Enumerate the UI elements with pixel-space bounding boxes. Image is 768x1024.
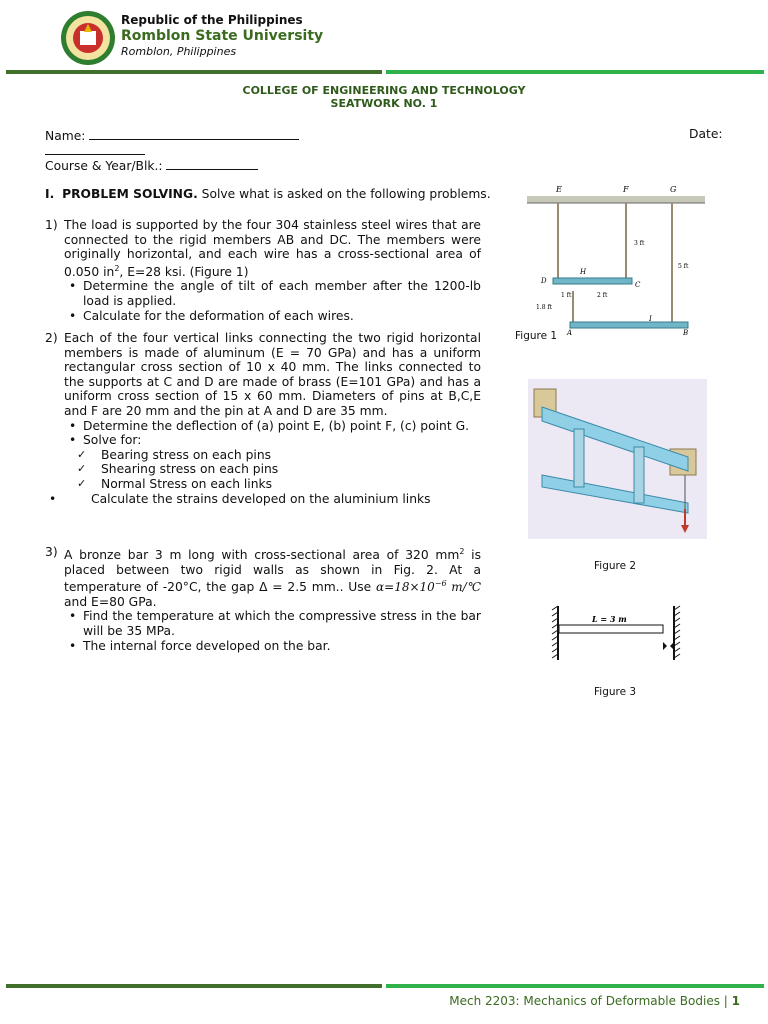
figure-1-caption: Figure 1 [515,330,558,342]
problem-3-number: 3) [45,545,58,559]
list-item: • Calculate for the deformation of each wires. [65,309,481,324]
section-number: I. [45,187,55,201]
problem-2-extra [45,492,481,507]
dim-3ft: 3 ft [634,240,645,247]
problem-2-number: 2) [45,331,58,345]
problem-3-text: A bronze bar 3 m long with cross-sectional area of 320 $mm^2$ is placed between two rigid walls as shown in Fig. 2. At a temperature of -20°C, the gap Δ = 2.5 mm.. Use $\alpha=18\times 10^{-6}$ m/℃ and E=80 GPa. [64,547,481,609]
dim-18ft: 1.8 ft [536,304,553,311]
figure-1 [525,183,707,343]
list-item: • Determine the angle of tilt of each member after the 1200-lb load is applied. [65,279,481,308]
list-item: • The internal force developed on the bar. [65,639,481,654]
footer-course: Mech 2203: Mechanics of Deformable Bodies [449,994,720,1008]
page-footer [449,994,740,1008]
header-divider-green [386,70,764,74]
alpha-formula: $\alpha=18\times 10^{-6}$ m/℃ [376,579,481,595]
footer-divider-green [386,984,764,988]
header-republic: Republic of the Philippines [121,13,303,27]
fig3-length-label: L = 3 m [592,614,627,624]
label-h: H [580,268,587,276]
section-heading [45,187,515,202]
course-blank[interactable] [166,157,258,170]
problem-1-bullets [65,279,481,323]
date-label: Date: [689,127,723,141]
section-instruction: Solve what is asked on the following problems. [197,187,491,201]
course-line [45,154,145,155]
dim-5ft: 5 ft [678,263,689,270]
problem-1 [45,218,481,323]
section-title: PROBLEM SOLVING. [62,187,198,201]
label-a: A [567,329,573,337]
list-item: • Calculate the strains developed on the aluminium links [45,492,481,507]
check-item: ✓ Bearing stress on each pins [65,448,481,463]
footer-divider-dark [6,984,382,988]
name-blank[interactable] [89,127,299,140]
course-field [45,157,258,174]
problem-2-bullets [65,419,481,448]
label-b: B [683,329,689,337]
problem-3 [45,545,481,653]
name-label: Name: [45,129,86,143]
header-divider-dark [6,70,382,74]
figure-3-caption: Figure 3 [594,686,637,698]
seatwork-title: SEATWORK NO. 1 [330,97,438,110]
course-label: Course & Year/Blk.: [45,159,163,173]
problem-3-bullets [65,609,481,653]
problem-2-checks [65,448,481,492]
check-item: ✓ Normal Stress on each links [65,477,481,492]
check-item: ✓ Shearing stress on each pins [65,462,481,477]
problem-2-text: Each of the four vertical links connecting the two rigid horizontal members is made of aluminum (E = 70 GPa) and has a uniform rectangular cross section of 10 x 40 mm. The links connected to the supports at C and D are made of brass (E=101 GPa) and has a uniform cross section of 15 x 60 mm. Diameters of pins at B,C,E and F are 20 mm and the pin at A and D are 35 mm. [64,331,481,418]
footer-separator: | [719,994,732,1008]
label-f: F [623,185,629,194]
dim-2ft: 2 ft [597,292,608,299]
figure-2 [528,379,707,539]
name-field [45,127,299,144]
label-g: G [670,185,677,194]
problem-1-text: The load is supported by the four 304 stainless steel wires that are connected to the rigid members AB and DC. The members were originally horizontal, and each wire has a cross-sectional area of 0.050 $in^2$, E=28 ksi. (Figure 1) [64,218,481,279]
list-item: • Determine the deflection of (a) point E, (b) point F, (c) point G. [65,419,481,434]
header-university: Romblon State University [121,28,324,44]
university-seal [60,10,116,66]
figure-2-caption: Figure 2 [594,560,637,572]
header-location: Romblon, Philippines [121,45,237,58]
page-number: 1 [731,994,740,1008]
figure-3 [550,602,685,664]
dim-1ft: 1 ft [561,292,572,299]
list-item: • Find the temperature at which the compressive stress in the bar will be 35 MPa. [65,609,481,638]
label-d: D [541,277,547,285]
college-title: COLLEGE OF ENGINEERING AND TECHNOLOGY [242,84,526,97]
problem-2 [45,331,481,506]
label-i: I [649,315,652,323]
list-item: • Solve for: [65,433,481,448]
label-c: C [635,281,641,289]
problem-1-number: 1) [45,218,58,232]
label-e: E [556,185,562,194]
